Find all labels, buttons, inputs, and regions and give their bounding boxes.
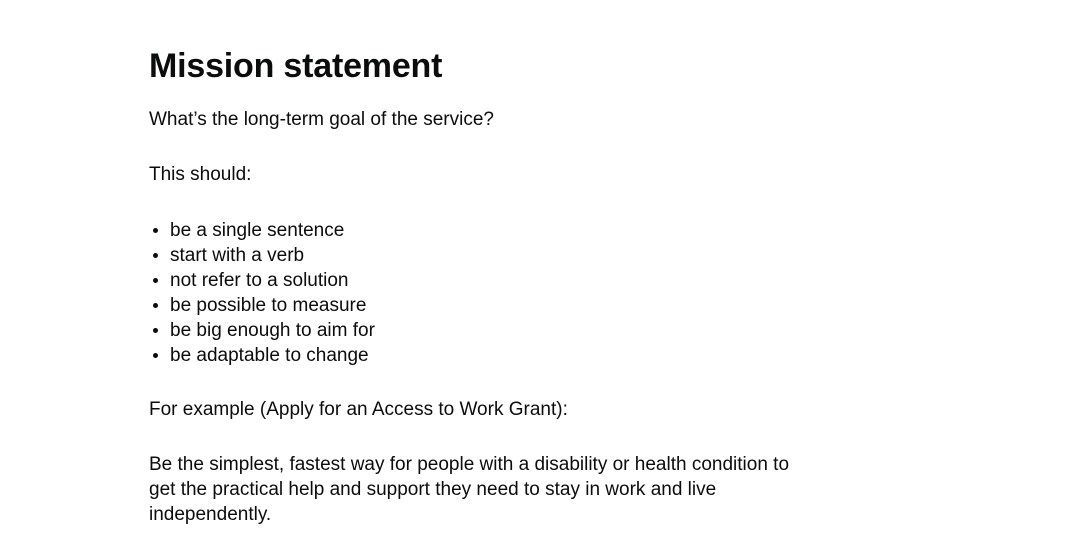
list-item-label: be big enough to aim for	[170, 320, 375, 341]
list-item-label: be a single sentence	[170, 220, 345, 241]
criteria-list	[149, 218, 375, 368]
bullet-icon	[153, 253, 158, 258]
example-label: For example (Apply for an Access to Work Grant):	[149, 399, 568, 420]
bullet-icon	[153, 353, 158, 358]
list-item	[149, 243, 375, 268]
list-item	[149, 218, 375, 243]
list-item-label: be adaptable to change	[170, 345, 369, 366]
criteria-lead-in: This should:	[149, 164, 252, 185]
list-item	[149, 268, 375, 293]
list-item	[149, 318, 375, 343]
list-item	[149, 343, 375, 368]
bullet-icon	[153, 278, 158, 283]
list-item-label: be possible to measure	[170, 295, 367, 316]
bullet-icon	[153, 228, 158, 233]
list-item-label: not refer to a solution	[170, 270, 349, 291]
question-text: What’s the long-term goal of the service?	[149, 109, 494, 130]
bullet-icon	[153, 328, 158, 333]
list-item	[149, 293, 375, 318]
list-item-label: start with a verb	[170, 245, 305, 266]
bullet-icon	[153, 303, 158, 308]
example-mission-statement: Be the simplest, fastest way for people with a disability or health condition to get the practical help and support they need to stay in work and live independently.	[149, 454, 790, 525]
page-title: Mission statement	[149, 47, 443, 85]
